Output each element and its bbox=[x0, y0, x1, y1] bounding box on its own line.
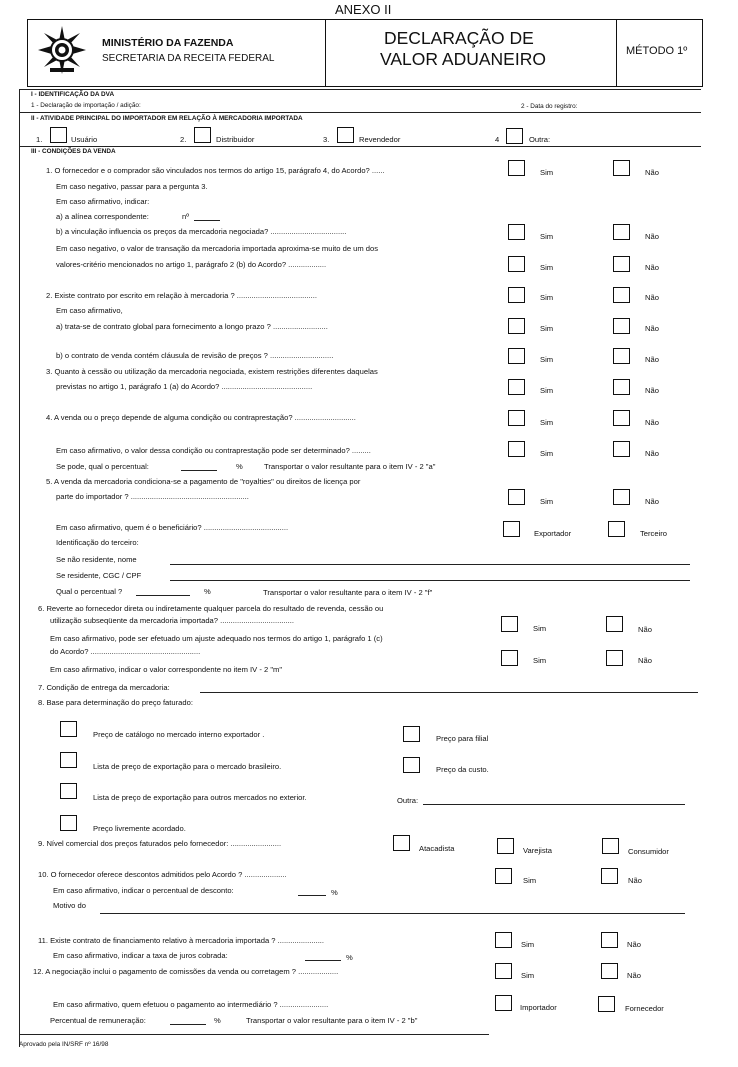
q8-export-br-checkbox[interactable] bbox=[60, 752, 77, 768]
q12-text: 12. A negociação inclui o pagamento de comissões da venda ou corretagem ? ................... bbox=[33, 967, 339, 976]
q8-free-checkbox[interactable] bbox=[60, 815, 77, 831]
coat-of-arms-emblem bbox=[36, 24, 88, 76]
q5-third-party-label: Identificação do terceiro: bbox=[56, 538, 139, 547]
q11-nao-label: Não bbox=[627, 940, 641, 949]
q12a-text: Em caso afirmativo, quem efetuou o pagamento ao intermediário ? ....................... bbox=[53, 1000, 329, 1009]
q11a-percent-sign: % bbox=[346, 953, 353, 962]
q10-nao-checkbox[interactable] bbox=[601, 868, 618, 884]
q9-text: 9. Nível comercial dos preços faturados pelo fornecedor: ........................ bbox=[38, 839, 282, 848]
section-1-title: I - IDENTIFICAÇÃO DA DVA bbox=[31, 91, 115, 98]
activity-user-label: Usuário bbox=[71, 135, 98, 144]
q6a-text-line1: Em caso afirmativo, pode ser efetuado um ajuste adequado nos termos do artigo 1, parágrafo 1 (c) bbox=[50, 634, 383, 643]
q6-text-line2: utilização subseqüente da mercadoria importada? ................................... bbox=[50, 616, 294, 625]
declaration-number-label: 1 - Declaração de importação / adição: bbox=[31, 102, 141, 109]
q12b-transfer-note: Transportar o valor resultante para o item IV - 2 "b" bbox=[246, 1016, 418, 1025]
q8-export-other-label: Lista de preço de exportação para outros mercados no exterior. bbox=[93, 793, 307, 802]
q8-other-label: Outra: bbox=[397, 796, 419, 805]
q4a-sim-checkbox[interactable] bbox=[508, 441, 525, 457]
q12-sim-label: Sim bbox=[521, 971, 535, 980]
activity-2-number: 2. bbox=[180, 135, 187, 144]
q2a-nao-checkbox[interactable] bbox=[613, 318, 630, 334]
q4a-nao-label: Não bbox=[645, 449, 659, 458]
q8-custo-checkbox[interactable] bbox=[403, 757, 420, 773]
q6-nao-label: Não bbox=[638, 625, 652, 634]
q4-text: 4. A venda ou o preço depende de alguma condição ou contraprestação? ............................. bbox=[46, 413, 356, 422]
q10-text: 10. O fornecedor oferece descontos admitidos pelo Acordo ? .................... bbox=[38, 870, 287, 879]
q1c-sim-label: Sim bbox=[540, 263, 554, 272]
q11a-label: Em caso afirmativo, indicar a taxa de juros cobrada: bbox=[53, 951, 228, 960]
q6-value-note: Em caso afirmativo, indicar o valor correspondente no item IV - 2 "m" bbox=[50, 665, 283, 674]
q3-sim-label: Sim bbox=[540, 386, 554, 395]
q5a-text: Em caso afirmativo, quem é o beneficiário? ........................................ bbox=[56, 523, 289, 532]
form-title-line1: DECLARAÇÃO DE bbox=[384, 28, 534, 48]
q5a-exportador-label: Exportador bbox=[534, 529, 572, 538]
q11-text: 11. Existe contrato de financiamento relativo à mercadoria importada ? ...................... bbox=[38, 936, 325, 945]
q12b-percent-sign: % bbox=[214, 1016, 221, 1025]
q3-nao-label: Não bbox=[645, 386, 659, 395]
q6-sim-checkbox[interactable] bbox=[501, 616, 518, 632]
q12b-label: Percentual de remuneração: bbox=[50, 1016, 146, 1025]
activity-distributor-checkbox[interactable] bbox=[194, 127, 211, 143]
q1-nao-label: Não bbox=[645, 168, 659, 177]
q3-text-line1: 3. Quanto à cessão ou utilização da mercadoria negociada, existem restrições diferentes daquelas bbox=[46, 367, 378, 376]
q3-sim-checkbox[interactable] bbox=[508, 379, 525, 395]
q9-consumidor-label: Consumidor bbox=[628, 847, 669, 856]
q4-sim-label: Sim bbox=[540, 418, 554, 427]
q2-sim-checkbox[interactable] bbox=[508, 287, 525, 303]
q12a-fornecedor-label: Fornecedor bbox=[625, 1004, 664, 1013]
registration-date-label: 2 - Data do registro: bbox=[521, 103, 578, 110]
q2-affirmative-note: Em caso afirmativo, bbox=[56, 306, 123, 315]
q2a-nao-label: Não bbox=[645, 324, 659, 333]
q11-nao-checkbox[interactable] bbox=[601, 932, 618, 948]
activity-other-label: Outra: bbox=[529, 135, 551, 144]
q4a-nao-checkbox[interactable] bbox=[613, 441, 630, 457]
q2b-nao-checkbox[interactable] bbox=[613, 348, 630, 364]
q6a-nao-checkbox[interactable] bbox=[606, 650, 623, 666]
q9-atacadista-label: Atacadista bbox=[419, 844, 455, 853]
activity-4-number: 4 bbox=[495, 135, 500, 144]
q6-sim-label: Sim bbox=[533, 624, 547, 633]
q4b-percent-sign: % bbox=[236, 462, 243, 471]
q5-percent-field[interactable] bbox=[136, 595, 190, 596]
q1-affirmative-note: Em caso afirmativo, indicar: bbox=[56, 197, 150, 206]
q8-custo-label: Preço da custo. bbox=[436, 765, 489, 774]
q9-atacadista-checkbox[interactable] bbox=[393, 835, 410, 851]
q9-consumidor-checkbox[interactable] bbox=[602, 838, 619, 854]
activity-other-checkbox[interactable] bbox=[506, 128, 523, 144]
section-2-title: II - ATIVIDADE PRINCIPAL DO IMPORTADOR EM RELAÇÃO À MERCADORIA IMPORTADA bbox=[31, 115, 303, 122]
ministry-name: MINISTÉRIO DA FAZENDA bbox=[102, 37, 234, 49]
q8-catalog-label: Preço de catálogo no mercado interno exportador . bbox=[93, 730, 265, 739]
q9-varejista-checkbox[interactable] bbox=[497, 838, 514, 854]
q4-sim-checkbox[interactable] bbox=[508, 410, 525, 426]
q2-sim-label: Sim bbox=[540, 293, 554, 302]
q5-nao-label: Não bbox=[645, 497, 659, 506]
q1c-nao-label: Não bbox=[645, 263, 659, 272]
q12a-importador-label: Importador bbox=[520, 1003, 557, 1012]
q6-nao-checkbox[interactable] bbox=[606, 616, 623, 632]
q1b-nao-label: Não bbox=[645, 232, 659, 241]
section-3-title: III - CONDIÇÕES DA VENDA bbox=[31, 148, 116, 155]
q2a-text: a) trata-se de contrato global para fornecimento a longo prazo ? .......................... bbox=[56, 322, 328, 331]
q3-nao-checkbox[interactable] bbox=[613, 379, 630, 395]
q6a-sim-label: Sim bbox=[533, 656, 547, 665]
q10a-label: Em caso afirmativo, indicar o percentual de desconto: bbox=[53, 886, 234, 895]
q5-percent-sign: % bbox=[204, 587, 211, 596]
q11-sim-checkbox[interactable] bbox=[495, 932, 512, 948]
q10a-percent-sign: % bbox=[331, 888, 338, 897]
approval-footnote: Aprovado pela IN/SRF nº 16/98 bbox=[19, 1041, 109, 1048]
form-frame bbox=[19, 89, 20, 1047]
q10-sim-label: Sim bbox=[523, 876, 537, 885]
q1b-sim-label: Sim bbox=[540, 232, 554, 241]
q1c-text-line2: valores-critério mencionados no artigo 1, parágrafo 2 (b) do Acordo? .................. bbox=[56, 260, 327, 269]
q5a-exportador-checkbox[interactable] bbox=[503, 521, 520, 537]
q1b-sim-checkbox[interactable] bbox=[508, 224, 525, 240]
q4a-sim-label: Sim bbox=[540, 449, 554, 458]
q5-percent-label: Qual o percentual ? bbox=[56, 587, 123, 596]
q1c-sim-checkbox[interactable] bbox=[508, 256, 525, 272]
annex-title: ANEXO II bbox=[335, 2, 392, 17]
q2-nao-label: Não bbox=[645, 293, 659, 302]
q5-sim-label: Sim bbox=[540, 497, 554, 506]
q10a-percent-field[interactable] bbox=[298, 895, 326, 896]
q5-sim-checkbox[interactable] bbox=[508, 489, 525, 505]
q2-nao-checkbox[interactable] bbox=[613, 287, 630, 303]
q4b-transfer-note: Transportar o valor resultante para o item IV - 2 "a" bbox=[264, 462, 436, 471]
q11-sim-label: Sim bbox=[521, 940, 535, 949]
q5-nao-checkbox[interactable] bbox=[613, 489, 630, 505]
q4-nao-label: Não bbox=[645, 418, 659, 427]
q12-nao-checkbox[interactable] bbox=[601, 963, 618, 979]
q2b-sim-checkbox[interactable] bbox=[508, 348, 525, 364]
q8-filial-label: Preço para filial bbox=[436, 734, 489, 743]
activity-3-number: 3. bbox=[323, 135, 330, 144]
q4a-text: Em caso afirmativo, o valor dessa condição ou contraprestação pode ser determinado? ......... bbox=[56, 446, 371, 455]
q1b-text: b) a vinculação influencia os preços da mercadoria negociada? .................................... bbox=[56, 227, 347, 236]
q1-alinea-field[interactable] bbox=[194, 220, 220, 221]
q2b-nao-label: Não bbox=[645, 355, 659, 364]
q4b-label: Se pode, qual o percentual: bbox=[56, 462, 149, 471]
q6a-text-line2: do Acordo? .................................................... bbox=[50, 647, 201, 656]
q2a-sim-checkbox[interactable] bbox=[508, 318, 525, 334]
activity-1-number: 1. bbox=[36, 135, 43, 144]
q2b-text: b) o contrato de venda contém cláusula de revisão de preços ? .............................. bbox=[56, 351, 334, 360]
q5-text-line2: parte do importador ? ........................................................ bbox=[56, 492, 249, 501]
activity-reseller-checkbox[interactable] bbox=[337, 127, 354, 143]
q9-varejista-label: Varejista bbox=[523, 846, 552, 855]
secretariat-name: SECRETARIA DA RECEITA FEDERAL bbox=[102, 53, 275, 64]
q1-sim-checkbox[interactable] bbox=[508, 160, 525, 176]
q1c-text-line1: Em caso negativo, o valor de transação da mercadoria importada aproxima-se muito de um dos bbox=[56, 244, 379, 253]
q6a-nao-label: Não bbox=[638, 656, 652, 665]
q8-label: 8. Base para determinação do preço faturado: bbox=[38, 698, 193, 707]
q8-export-other-checkbox[interactable] bbox=[60, 783, 77, 799]
q5-nonresident-name-field[interactable] bbox=[170, 564, 690, 565]
q8-free-label: Preço livremente acordado. bbox=[93, 824, 186, 833]
activity-distributor-label: Distribuidor bbox=[216, 135, 255, 144]
q8-filial-checkbox[interactable] bbox=[403, 726, 420, 742]
q2b-sim-label: Sim bbox=[540, 355, 554, 364]
q10b-reason-field[interactable] bbox=[100, 913, 685, 914]
q5-nonresident-label: Se não residente, nome bbox=[56, 555, 137, 564]
q1-negative-note: Em caso negativo, passar para a pergunta 3. bbox=[56, 182, 208, 191]
q4b-percent-field[interactable] bbox=[181, 470, 217, 471]
q12a-importador-checkbox[interactable] bbox=[495, 995, 512, 1011]
q1-alinea-n: nº bbox=[182, 212, 189, 221]
q1-alinea-label: a) a alínea correspondente: bbox=[56, 212, 149, 221]
q6-text-line1: 6. Reverte ao fornecedor direta ou indiretamente qualquer parcela do resultado de revenda, cessão ou bbox=[38, 604, 384, 613]
q4-nao-checkbox[interactable] bbox=[613, 410, 630, 426]
q12b-percent-field[interactable] bbox=[170, 1024, 206, 1025]
q1c-nao-checkbox[interactable] bbox=[613, 256, 630, 272]
q1-nao-checkbox[interactable] bbox=[613, 160, 630, 176]
q5a-terceiro-checkbox[interactable] bbox=[608, 521, 625, 537]
activity-user-checkbox[interactable] bbox=[50, 127, 67, 143]
q1-sim-label: Sim bbox=[540, 168, 554, 177]
q5-transfer-note: Transportar o valor resultante para o item IV - 2 "f" bbox=[263, 588, 433, 597]
q6a-sim-checkbox[interactable] bbox=[501, 650, 518, 666]
q11a-percent-field[interactable] bbox=[305, 960, 341, 961]
q12a-fornecedor-checkbox[interactable] bbox=[598, 996, 615, 1012]
q3-text-line2: previstas no artigo 1, parágrafo 1 (a) do Acordo? ........................................... bbox=[56, 382, 313, 391]
q7-label: 7. Condição de entrega da mercadoria: bbox=[38, 683, 170, 692]
q2-text: 2. Existe contrato por escrito em relação à mercadoria ? ...................................... bbox=[46, 291, 317, 300]
q5-resident-label: Se residente, CGC / CPF bbox=[56, 571, 142, 580]
q5a-terceiro-label: Terceiro bbox=[640, 529, 668, 538]
q5-resident-cgc-field[interactable] bbox=[170, 580, 690, 581]
activity-reseller-label: Revendedor bbox=[359, 135, 401, 144]
q5-text-line1: 5. A venda da mercadoria condiciona-se a pagamento de "royalties" ou direitos de licença por bbox=[46, 477, 361, 486]
q12-sim-checkbox[interactable] bbox=[495, 963, 512, 979]
q8-export-br-label: Lista de preço de exportação para o mercado brasileiro. bbox=[93, 762, 282, 771]
q12-nao-label: Não bbox=[627, 971, 641, 980]
q1b-nao-checkbox[interactable] bbox=[613, 224, 630, 240]
q10-sim-checkbox[interactable] bbox=[495, 868, 512, 884]
q8-catalog-checkbox[interactable] bbox=[60, 721, 77, 737]
q2a-sim-label: Sim bbox=[540, 324, 554, 333]
q8-other-field[interactable] bbox=[423, 804, 685, 805]
q1-text: 1. O fornecedor e o comprador são vinculados nos termos do artigo 15, parágrafo 4, do Acordo? ...... bbox=[46, 166, 385, 175]
method-label: MÉTODO 1º bbox=[626, 45, 688, 57]
form-title-line2: VALOR ADUANEIRO bbox=[380, 49, 546, 69]
q10b-label: Motivo do bbox=[53, 901, 86, 910]
q10-nao-label: Não bbox=[628, 876, 642, 885]
q7-delivery-field[interactable] bbox=[200, 692, 698, 693]
